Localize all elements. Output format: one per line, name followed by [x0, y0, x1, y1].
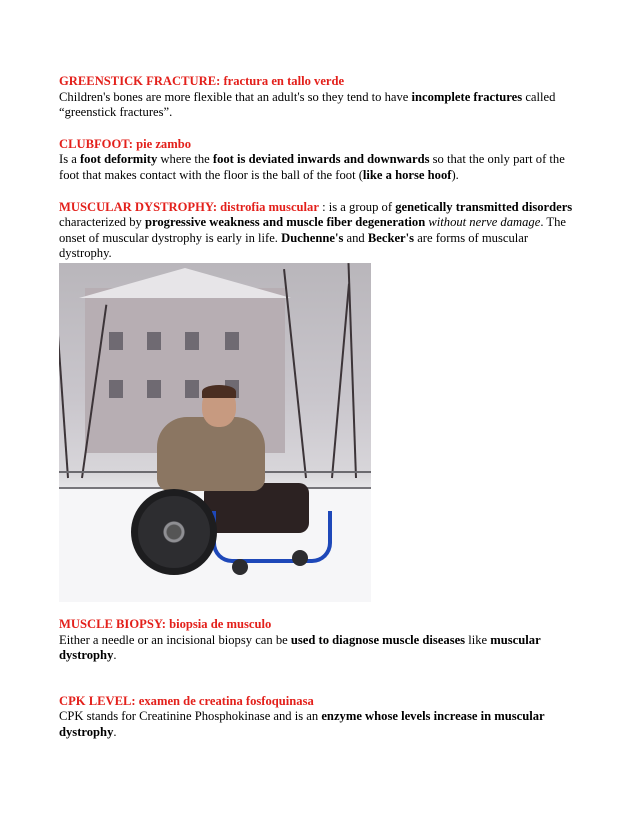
- tree-trunk: [331, 284, 350, 478]
- paragraph-biopsy: [59, 633, 579, 664]
- section-clubfoot: [59, 137, 579, 184]
- window: [109, 332, 123, 350]
- bold-text: genetically transmitted disorders: [395, 199, 573, 214]
- document-page: [59, 74, 579, 757]
- text: called “greenstick fractures”.: [59, 89, 556, 120]
- heading-cpk: CPK LEVEL: examen de creatina fosfoquinasa: [59, 693, 314, 708]
- bold-text: muscular dystrophy: [59, 632, 541, 663]
- tree-trunk: [283, 269, 307, 478]
- wheelchair-frame: [212, 511, 332, 563]
- window: [225, 332, 239, 350]
- text: Children's bones are more flexible that an adult's so they tend to have: [59, 89, 412, 104]
- bold-text: Duchenne's: [281, 230, 344, 245]
- section-greenstick: [59, 74, 579, 121]
- text: and: [343, 230, 368, 245]
- bold-text: incomplete fractures: [411, 89, 523, 104]
- paragraph-greenstick: [59, 90, 579, 121]
- text: like: [465, 632, 491, 647]
- heading-clubfoot: CLUBFOOT: pie zambo: [59, 136, 192, 151]
- snowy-roof: [79, 268, 291, 298]
- tree-trunk: [59, 273, 69, 478]
- bold-text: used to diagnose muscle diseases: [290, 632, 466, 647]
- wheelchair-wheel: [131, 489, 217, 575]
- text: are forms of muscular dystrophy.: [59, 230, 529, 261]
- text: CPK stands for Creatinine Phosphokinase and is an: [59, 709, 322, 724]
- text: .: [113, 648, 117, 663]
- italic-text: without nerve damage: [428, 215, 541, 230]
- section-biopsy: [59, 617, 579, 664]
- paragraph-clubfoot: [59, 152, 579, 183]
- wheelchair-photo: [59, 263, 371, 602]
- heading-biopsy: MUSCLE BIOPSY: biopsia de musculo: [59, 616, 272, 631]
- caster-wheel: [292, 550, 308, 566]
- paragraph-cpk: [59, 709, 579, 740]
- text: Either a needle or an incisional biopsy can be: [59, 632, 291, 647]
- person-hair: [202, 385, 236, 398]
- window: [185, 332, 199, 350]
- window: [185, 380, 199, 398]
- text: Is a: [59, 152, 80, 167]
- bold-text: progressive weakness and muscle fiber degeneration: [145, 215, 426, 230]
- text: : is a group of: [318, 199, 396, 214]
- section-dystrophy: [59, 200, 579, 262]
- caster-wheel: [232, 559, 248, 575]
- heading-dystrophy: MUSCULAR DYSTROPHY: distrofia muscular: [59, 199, 319, 214]
- text: where the: [157, 152, 213, 167]
- heading-greenstick: GREENSTICK FRACTURE: fractura en tallo verde: [59, 74, 345, 88]
- paragraph-dystrophy: [59, 200, 579, 262]
- bold-text: foot is deviated inwards and downwards: [212, 152, 430, 167]
- text: characterized by: [59, 215, 145, 230]
- person-coat: [157, 417, 265, 491]
- bold-text: foot deformity: [79, 152, 158, 167]
- window: [109, 380, 123, 398]
- text: .: [113, 724, 117, 739]
- bold-text: like a horse hoof: [362, 167, 452, 182]
- bold-text: enzyme whose levels increase in muscular dystrophy: [59, 709, 545, 739]
- bold-text: Becker's: [367, 230, 415, 245]
- tree-trunk: [347, 263, 357, 478]
- text: . The onset of muscular dystrophy is early in life.: [59, 215, 566, 245]
- text: so that the only part of the foot that makes contact with the floor is the ball of the foot (: [59, 152, 565, 182]
- window: [147, 380, 161, 398]
- section-cpk: [59, 694, 579, 741]
- text: ).: [451, 167, 459, 182]
- window: [147, 332, 161, 350]
